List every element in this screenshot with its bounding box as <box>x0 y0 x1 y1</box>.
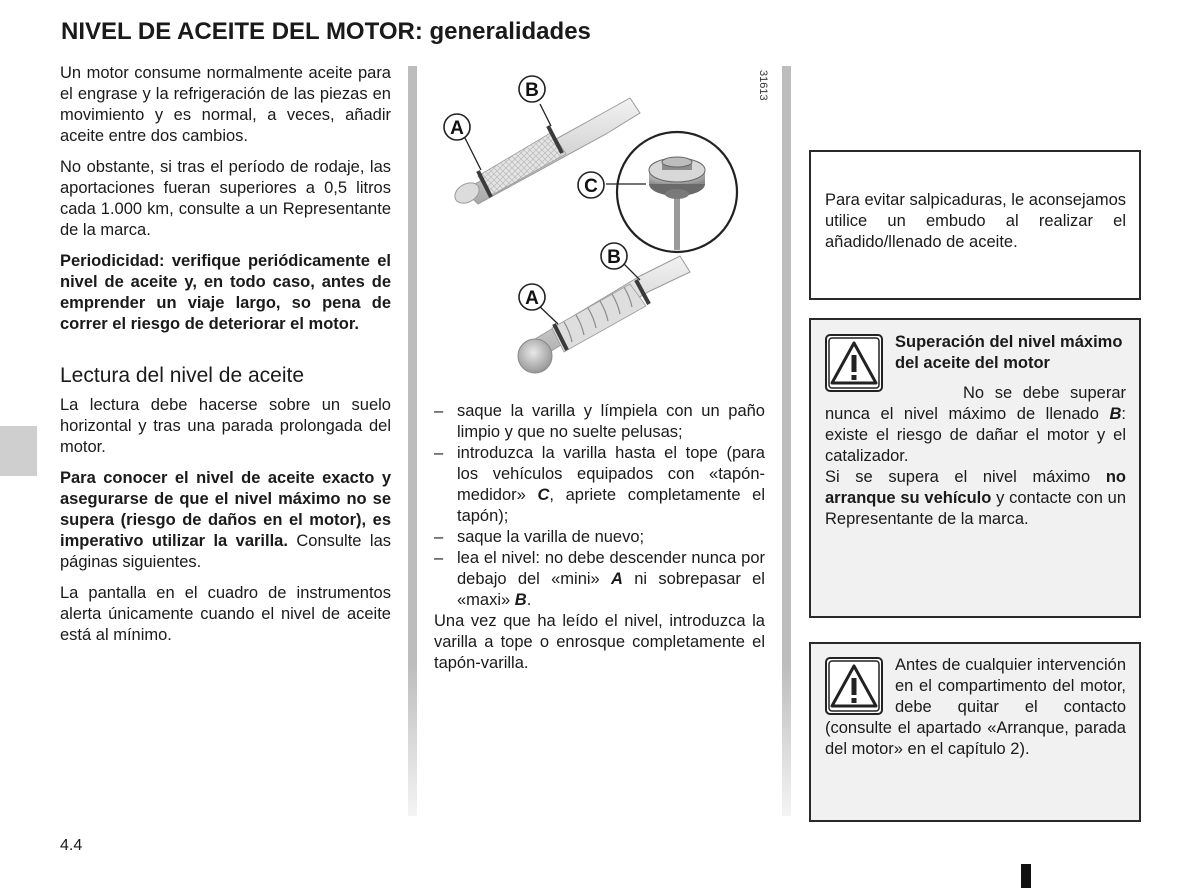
warning-heading-wrap <box>895 332 1126 374</box>
ref-letter-b: B <box>1109 405 1122 423</box>
max-level-warning-box <box>809 318 1141 618</box>
step-text: saque la varilla de nuevo; <box>457 528 645 546</box>
funnel-note-text: Para evitar salpicaduras, le aconsejamos utilice un embudo al realizar el añadido/llenado de aceite. <box>825 191 1126 251</box>
list-item <box>434 548 765 611</box>
print-mark <box>1021 864 1031 888</box>
column-divider <box>408 66 417 816</box>
warning-text: No se debe superar nunca el nivel máximo de llenado <box>825 384 1126 423</box>
list-item <box>434 443 765 527</box>
step-text: . <box>526 591 532 609</box>
step-text: , apriete completamente el tapón); <box>457 486 765 525</box>
page-title: NIVEL DE ACEITE DEL MOTOR: generalidades <box>61 18 591 45</box>
warning-bold-text: no arranque su vehículo <box>825 468 1126 507</box>
warning-text: Si se supera el nivel máximo <box>825 468 1106 486</box>
periodicity-paragraph: Periodicidad: verifique periódicamente el nivel de aceite y, en todo caso, antes de emprender un viaje largo, so pena de correr el riesgo de deteriorar el motor. <box>60 252 391 333</box>
list-item <box>434 527 765 548</box>
step-text: saque la varilla y límpiela con un paño limpio y que no suelte pelusas; <box>457 402 765 441</box>
page-number: 4.4 <box>60 837 83 854</box>
list-dash: – <box>434 549 444 567</box>
column-divider <box>782 66 791 816</box>
ref-letter-a: A <box>611 570 623 588</box>
step-text: lea el nivel: no debe descender nunca por debajo del «mini» <box>457 549 765 588</box>
warning-paragraph <box>825 383 1126 467</box>
ref-letter-c: C <box>537 486 550 504</box>
list-item <box>434 401 765 443</box>
warning-triangle-icon <box>825 657 883 715</box>
steps-list <box>434 401 765 611</box>
left-column <box>60 63 391 656</box>
label-a-upper: A <box>450 118 464 139</box>
dipstick-illustration <box>434 66 770 386</box>
warning-text: y contacte con un Representante de la marca. <box>825 489 1127 528</box>
list-dash: – <box>434 444 444 462</box>
label-a-lower: A <box>525 288 539 309</box>
display-paragraph: La pantalla en el cuadro de instrumentos alerta únicamente cuando el nivel de aceite está al mínimo. <box>60 584 391 644</box>
middle-column <box>434 401 765 674</box>
intro-paragraph: Un motor consume normalmente aceite para el engrase y la refrigeración de las piezas en movimiento y es normal, a veces, añadir aceite entre dos cambios. <box>60 64 391 145</box>
section-heading: Lectura del nivel de aceite <box>60 364 304 387</box>
label-c: C <box>584 176 598 197</box>
warning-text: : existe el riesgo de dañar el motor y el catalizador. <box>825 405 1126 465</box>
warning-triangle-icon <box>825 334 883 392</box>
lower-dipstick <box>518 256 690 373</box>
dipstick-paragraph <box>60 468 391 573</box>
figure-reference: 31613 <box>757 70 769 101</box>
funnel-note-box <box>809 150 1141 300</box>
label-b-lower: B <box>607 247 621 268</box>
dipstick-rest-text: Consulte las páginas siguientes. <box>60 532 391 571</box>
closing-paragraph: Una vez que ha leído el nivel, introduzca la varilla a tope o enrosque completamente el tapón-varilla. <box>434 612 765 672</box>
step-text: introduzca la varilla hasta el tope (para los vehículos equipados con «tapón-medidor» <box>457 444 765 504</box>
list-dash: – <box>434 402 444 420</box>
step-text: ni sobrepasar el «maxi» <box>457 570 765 609</box>
upper-dipstick <box>451 98 640 207</box>
warning-paragraph-2 <box>825 467 1126 530</box>
ref-letter-b: B <box>514 591 527 609</box>
ignition-warning-text: Antes de cualquier intervención en el compartimento del motor, debe quitar el contacto (consulte el apartado «Arranque, parada del motor» en el capítulo 2). <box>825 656 1126 758</box>
warning-heading: Superación del nivel máximo del aceite del motor <box>895 333 1123 372</box>
cap-magnifier <box>606 132 737 262</box>
chapter-tab <box>0 426 37 476</box>
reading-paragraph: La lectura debe hacerse sobre un suelo horizontal y tras una parada prolongada del motor. <box>60 396 391 456</box>
list-dash: – <box>434 528 444 546</box>
label-b-upper: B <box>525 80 539 101</box>
dipstick-illustration-svg <box>434 66 770 386</box>
dipstick-bold-text: Para conocer el nivel de aceite exacto y asegurarse de que el nivel máximo no se supera (riesgo de daños en el motor), es imperativo utilizar la varilla. <box>60 469 391 550</box>
ignition-warning-box <box>809 642 1141 822</box>
consumption-paragraph: No obstante, si tras el período de rodaje, las aportaciones fueran superiores a 0,5 litros cada 1.000 km, consulte a un Representante de la marca. <box>60 158 391 239</box>
